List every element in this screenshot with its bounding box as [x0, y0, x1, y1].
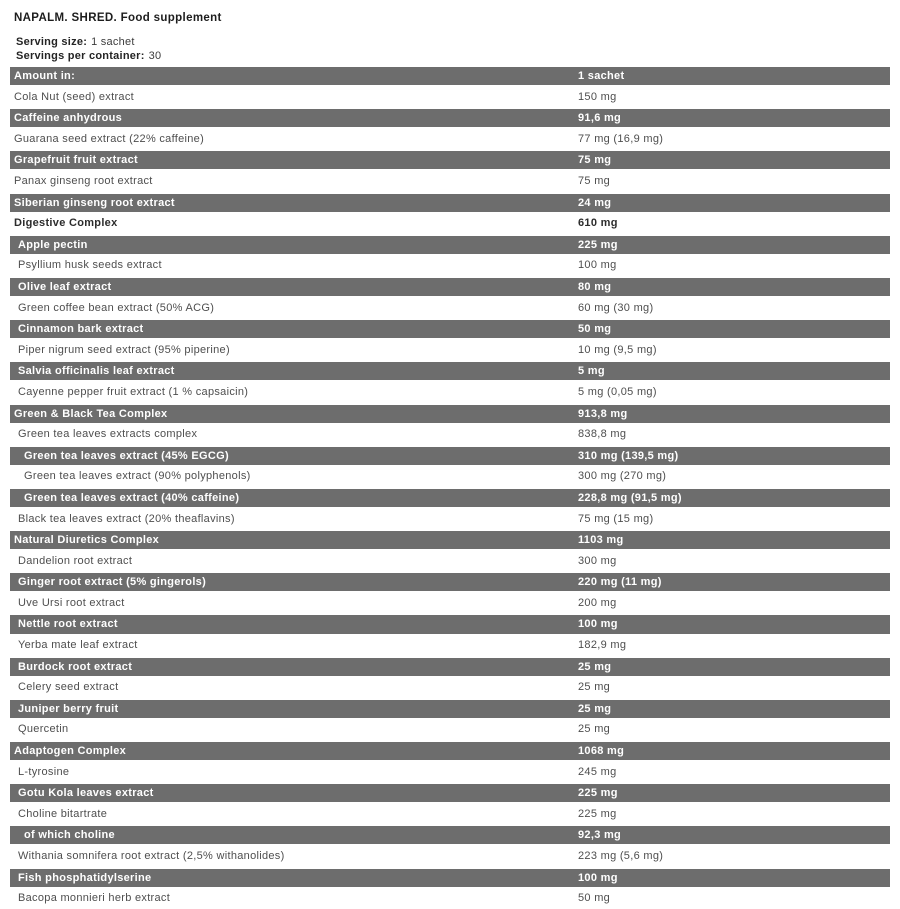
servings-per-container-value: 30 — [148, 50, 162, 62]
ingredient-label: Yerba mate leaf extract — [18, 639, 138, 652]
table-row — [10, 888, 890, 909]
amount-value: 25 mg — [578, 660, 612, 673]
ingredient-label: Choline bitartrate — [18, 807, 108, 820]
table-row — [10, 107, 890, 128]
table-row — [10, 656, 890, 677]
ingredient-label: Quercetin — [18, 723, 69, 736]
ingredient-label: Olive leaf extract — [18, 280, 112, 293]
amount-value: 610 mg — [578, 217, 618, 230]
amount-value: 1103 mg — [578, 534, 624, 547]
table-row — [10, 466, 890, 487]
ingredient-label: Cola Nut (seed) extract — [14, 90, 134, 103]
amount-value: 223 mg (5,6 mg) — [578, 850, 664, 863]
ingredient-label: Apple pectin — [18, 238, 88, 251]
ingredient-label: Nettle root extract — [18, 618, 118, 631]
ingredient-label: Juniper berry fruit — [18, 702, 119, 715]
table-row — [10, 487, 890, 508]
ingredient-label: Fish phosphatidylserine — [18, 871, 152, 884]
amount-value: 75 mg — [578, 175, 611, 188]
table-row — [10, 867, 890, 888]
table-row — [10, 845, 890, 866]
amount-value: 182,9 mg — [578, 639, 627, 652]
table-row — [10, 276, 890, 297]
ingredient-label: Grapefruit fruit extract — [14, 154, 138, 167]
table-row — [10, 824, 890, 845]
amount-value: 60 mg (30 mg) — [578, 301, 654, 314]
table-row — [10, 677, 890, 698]
table-row — [10, 213, 890, 234]
amount-value: 150 mg — [578, 90, 617, 103]
sachet-column-header: 1 sachet — [578, 70, 625, 83]
ingredient-label: Guarana seed extract (22% caffeine) — [14, 132, 205, 145]
amount-value: 5 mg (0,05 mg) — [578, 385, 657, 398]
ingredient-label: Green tea leaves extract (90% polyphenols) — [24, 470, 251, 483]
table-row — [10, 508, 890, 529]
ingredient-label: Black tea leaves extract (20% theaflavins) — [18, 512, 235, 525]
table-row — [10, 635, 890, 656]
ingredient-label: Psyllium husk seeds extract — [18, 259, 162, 272]
amount-value: 50 mg — [578, 892, 611, 905]
table-row — [10, 318, 890, 339]
ingredient-label: L-tyrosine — [18, 765, 70, 778]
table-row — [10, 424, 890, 445]
amount-value: 300 mg (270 mg) — [578, 470, 667, 483]
amount-in-header: Amount in: — [14, 70, 76, 83]
table-row — [10, 403, 890, 424]
ingredient-label: Green tea leaves extract (45% EGCG) — [24, 449, 229, 462]
table-row — [10, 571, 890, 592]
table-row — [10, 381, 890, 402]
supplement-facts-table — [10, 65, 890, 909]
amount-value: 200 mg — [578, 596, 617, 609]
ingredient-label: Green tea leaves extracts complex — [18, 428, 198, 441]
table-row — [10, 86, 890, 107]
ingredient-label: Natural Diuretics Complex — [14, 534, 160, 547]
table-row — [10, 234, 890, 255]
amount-value: 24 mg — [578, 196, 612, 209]
amount-value: 100 mg — [578, 618, 618, 631]
amount-value: 10 mg (9,5 mg) — [578, 343, 657, 356]
amount-value: 5 mg — [578, 365, 605, 378]
table-row — [10, 360, 890, 381]
ingredient-label: Green tea leaves extract (40% caffeine) — [24, 491, 240, 504]
table-row — [10, 445, 890, 466]
table-row — [10, 529, 890, 550]
table-row — [10, 170, 890, 191]
amount-value: 25 mg — [578, 681, 611, 694]
serving-size-value: 1 sachet — [91, 36, 135, 48]
table-row — [10, 297, 890, 318]
table-row — [10, 550, 890, 571]
amount-value: 225 mg — [578, 787, 618, 800]
ingredient-label: Gotu Kola leaves extract — [18, 787, 154, 800]
amount-value: 75 mg — [578, 154, 612, 167]
ingredient-label: Panax ginseng root extract — [14, 175, 153, 188]
amount-value: 220 mg (11 mg) — [578, 576, 662, 589]
ingredient-label: Caffeine anhydrous — [14, 112, 123, 125]
amount-value: 77 mg (16,9 mg) — [578, 132, 664, 145]
amount-value: 245 mg — [578, 765, 617, 778]
ingredient-label: Adaptogen Complex — [14, 745, 127, 758]
amount-value: 100 mg — [578, 259, 617, 272]
ingredient-label: Withania somnifera root extract (2,5% withanolides) — [18, 850, 285, 863]
amount-value: 91,6 mg — [578, 112, 622, 125]
ingredient-label: Burdock root extract — [18, 660, 133, 673]
ingredient-label: Bacopa monnieri herb extract — [18, 892, 171, 905]
serving-info — [16, 35, 161, 63]
table-row — [10, 592, 890, 613]
ingredient-label: Cinnamon bark extract — [18, 323, 144, 336]
amount-value: 913,8 mg — [578, 407, 628, 420]
table-row — [10, 782, 890, 803]
ingredient-label: Celery seed extract — [18, 681, 119, 694]
ingredient-label: Ginger root extract (5% gingerols) — [18, 576, 207, 589]
amount-value: 310 mg (139,5 mg) — [578, 449, 679, 462]
table-row — [10, 613, 890, 634]
amount-value: 225 mg — [578, 238, 618, 251]
amount-value: 300 mg — [578, 554, 617, 567]
amount-value: 25 mg — [578, 723, 611, 736]
table-row — [10, 128, 890, 149]
ingredient-label: Green & Black Tea Complex — [14, 407, 168, 420]
ingredient-label: Piper nigrum seed extract (95% piperine) — [18, 343, 230, 356]
table-row — [10, 339, 890, 360]
table-row — [10, 698, 890, 719]
amount-value: 1068 mg — [578, 745, 625, 758]
table-row — [10, 192, 890, 213]
table-row — [10, 255, 890, 276]
servings-per-container-label: Servings per container: — [16, 50, 145, 62]
amount-value: 80 mg — [578, 280, 612, 293]
serving-size-label: Serving size: — [16, 36, 88, 48]
ingredient-label: Cayenne pepper fruit extract (1 % capsaicin) — [18, 385, 249, 398]
ingredient-label: Uve Ursi root extract — [18, 596, 125, 609]
table-row — [10, 719, 890, 740]
table-row — [10, 740, 890, 761]
page-title: NAPALM. SHRED. Food supplement — [14, 12, 222, 24]
amount-value: 100 mg — [578, 871, 618, 884]
amount-value: 225 mg — [578, 807, 617, 820]
ingredient-label: Dandelion root extract — [18, 554, 133, 567]
table-row — [10, 761, 890, 782]
serving-size-line — [16, 35, 161, 49]
table-row — [10, 149, 890, 170]
table-row — [10, 803, 890, 824]
ingredient-label: of which choline — [24, 829, 115, 842]
amount-value: 75 mg (15 mg) — [578, 512, 654, 525]
amount-value: 25 mg — [578, 702, 612, 715]
ingredient-label: Siberian ginseng root extract — [14, 196, 175, 209]
amount-value: 50 mg — [578, 323, 612, 336]
ingredient-label: Digestive Complex — [14, 217, 118, 230]
amount-value: 92,3 mg — [578, 829, 622, 842]
amount-value: 228,8 mg (91,5 mg) — [578, 491, 682, 504]
ingredient-label: Salvia officinalis leaf extract — [18, 365, 175, 378]
servings-per-container-line — [16, 49, 161, 63]
table-header-row — [10, 65, 890, 86]
amount-value: 838,8 mg — [578, 428, 627, 441]
ingredient-label: Green coffee bean extract (50% ACG) — [18, 301, 215, 314]
